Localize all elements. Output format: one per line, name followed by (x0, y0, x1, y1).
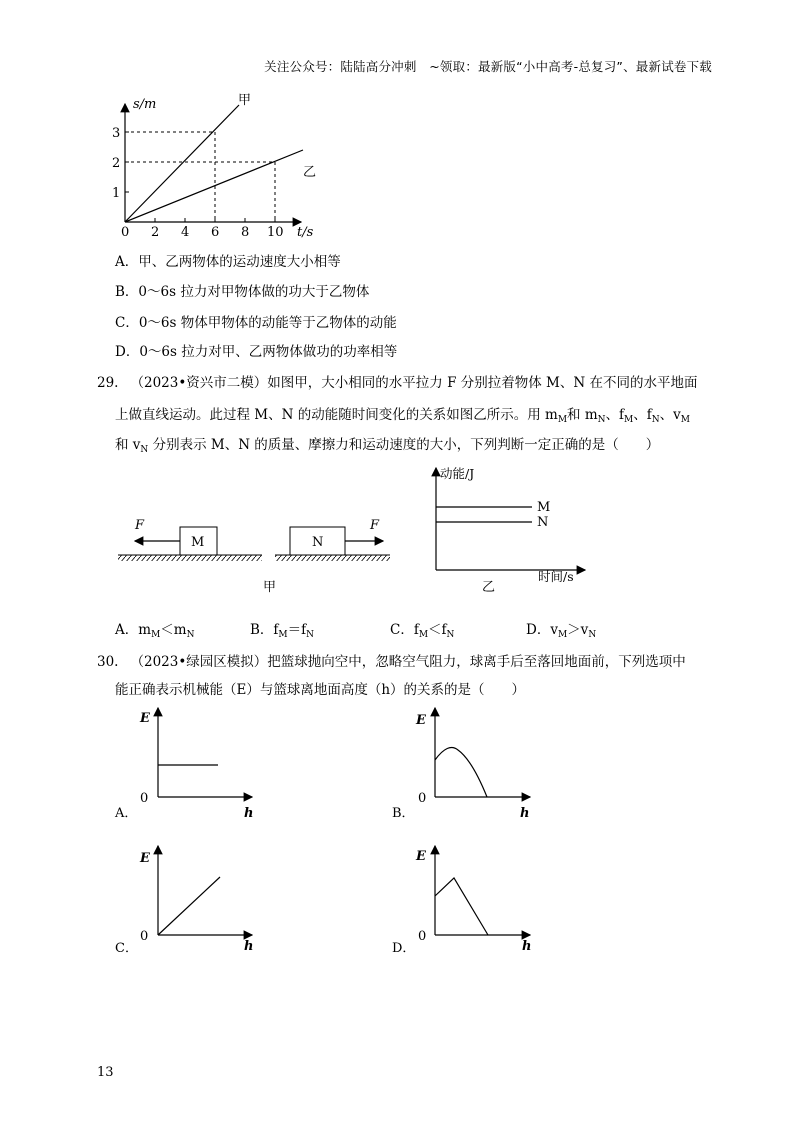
q28-option-a[interactable]: A．甲、乙两物体的运动速度大小相等 (115, 254, 341, 270)
svg-text:F: F (370, 518, 380, 533)
svg-text:M: M (537, 500, 551, 515)
q30-graph-b[interactable] (390, 702, 540, 827)
q28-st-graph (105, 90, 325, 240)
label-a: A． (115, 806, 138, 821)
page-number: 13 (97, 1065, 114, 1080)
svg-text:h: h (244, 806, 254, 821)
energy-curve (435, 878, 488, 935)
label-d: D． (392, 941, 416, 956)
q28-option-c[interactable]: C．0～6s 物体甲物体的动能等于乙物体的动能 (115, 315, 397, 331)
energy-curve (158, 877, 220, 935)
q29-figure-yi (420, 463, 600, 598)
line-yi (125, 150, 303, 222)
svg-text:E: E (140, 711, 150, 726)
fig-yi-caption: 乙 (482, 580, 496, 595)
q29-option-d[interactable]: D．$v_M>v_N$ (526, 622, 597, 640)
q29-figure-jia (115, 515, 415, 595)
q28-option-b[interactable]: B．0～6s 拉力对甲物体做的功大于乙物体 (115, 284, 370, 300)
q29-option-c[interactable]: C．$f_M<f_N$ (390, 622, 455, 640)
svg-text:N: N (537, 515, 549, 530)
q29-stem-line2: 上做直线运动。此过程 M、N 的动能随时间变化的关系如图乙所示。用 $m_M$和 $m_N$、$f_M$、$f_N$、$v_M$ (115, 407, 690, 425)
line-yi-label: 乙 (303, 165, 317, 180)
y-tick-3: 3 (112, 126, 121, 141)
q30-number: 30. (97, 654, 119, 670)
x-tick-6: 6 (211, 225, 220, 240)
svg-text:时间/s: 时间/s (538, 569, 574, 584)
label-c: C． (115, 941, 138, 956)
q28-option-d[interactable]: D．0～6s 拉力对甲、乙两物体做功的功率相等 (115, 344, 398, 360)
x-tick-8: 8 (241, 225, 250, 240)
svg-text:M: M (191, 535, 205, 550)
q30-stem-line1: 30. （2023•绿园区模拟）把篮球抛向空中，忽略空气阻力，球离手后至落回地面前，下列选项中 (97, 654, 686, 670)
x-tick-10: 10 (267, 225, 284, 240)
y-tick-2: 2 (112, 156, 121, 171)
energy-curve (435, 748, 487, 797)
svg-text:0: 0 (140, 791, 149, 806)
q29-option-b[interactable]: B．$f_M=f_N$ (250, 622, 315, 640)
page-header: 关注公众号：陆陆高分冲刺 ~领取：最新版“小中高考-总复习”、最新试卷下载 (264, 59, 712, 74)
svg-text:0: 0 (140, 929, 149, 944)
svg-text:0: 0 (418, 929, 427, 944)
svg-text:h: h (244, 939, 254, 954)
q30-stem-line2: 能正确表示机械能（E）与篮球离地面高度（h）的关系的是（ ） (115, 682, 526, 698)
svg-text:0: 0 (418, 791, 427, 806)
svg-text:E: E (140, 851, 150, 866)
y-axis-label: s/m (133, 97, 157, 112)
svg-text:h: h (522, 939, 532, 954)
svg-text:h: h (520, 806, 530, 821)
line-jia (125, 105, 239, 222)
svg-text:N: N (312, 535, 324, 550)
svg-text:动能/J: 动能/J (440, 466, 475, 481)
x-tick-2: 2 (151, 225, 160, 240)
svg-text:F: F (135, 518, 145, 533)
x-tick-4: 4 (181, 225, 190, 240)
q29-stem-line3: 和 $v_N$ 分别表示 M、N 的质量、摩擦力和运动速度的大小，下列判断一定正确的是（ ） (115, 437, 660, 455)
y-tick-1: 1 (112, 186, 121, 201)
q29-number: 29. (97, 375, 119, 391)
svg-text:E: E (416, 849, 426, 864)
svg-text:E: E (416, 713, 426, 728)
x-tick-0: 0 (121, 225, 130, 240)
q29-option-a[interactable]: A．$m_M<m_N$ (115, 622, 195, 640)
x-axis-label: t/s (297, 225, 314, 240)
q30-graph-a[interactable] (112, 702, 262, 827)
fig-jia-caption: 甲 (263, 580, 277, 595)
label-b: B． (392, 806, 415, 821)
q29-stem-line1: 29. （2023•资兴市二模）如图甲，大小相同的水平拉力 F 分别拉着物体 M、N 在不同的水平地面 (97, 375, 698, 391)
q30-graph-c[interactable] (112, 840, 262, 965)
q30-graph-d[interactable] (390, 840, 540, 965)
line-jia-label: 甲 (238, 93, 252, 108)
